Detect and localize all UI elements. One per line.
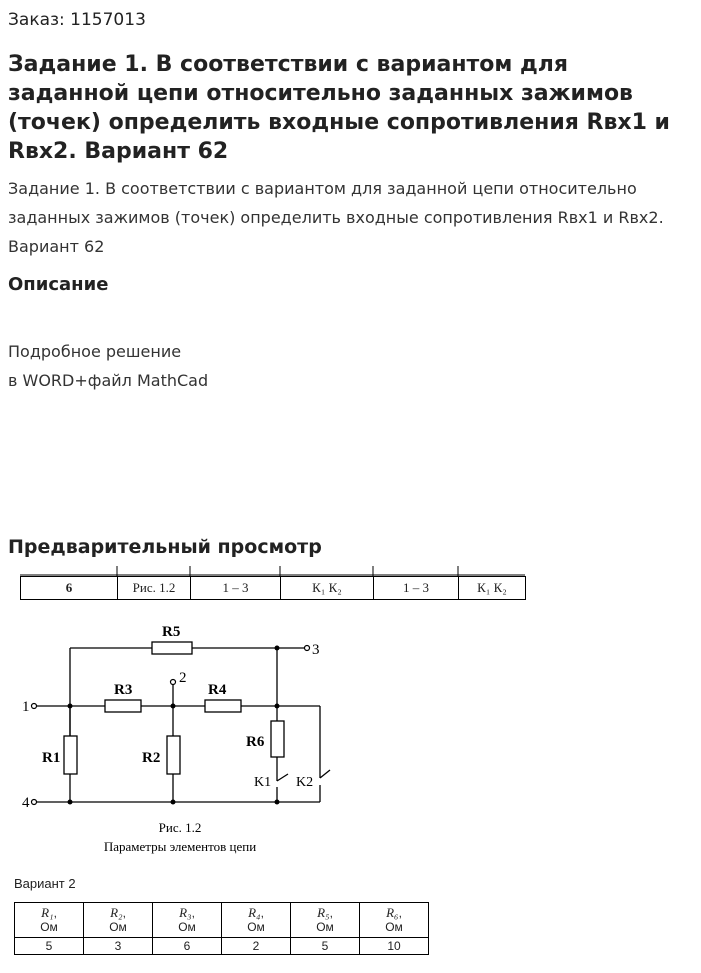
terminal-2 bbox=[171, 680, 176, 685]
figure-subcaption: Параметры элементов цепи bbox=[103, 839, 257, 854]
parameters-table bbox=[14, 902, 429, 955]
resistor-r1 bbox=[64, 736, 77, 774]
resistor-label: R1 bbox=[42, 750, 61, 766]
variant-label: Вариант 2 bbox=[14, 876, 76, 891]
resistor-r4 bbox=[205, 700, 241, 712]
table-cell: 6 bbox=[21, 577, 118, 600]
table-cell: К₁ К₂ bbox=[281, 577, 374, 600]
resistor-r6 bbox=[271, 721, 284, 757]
table-header-cell: R₆, Ом bbox=[360, 903, 429, 938]
table-cell: 5 bbox=[291, 938, 360, 955]
variant-table bbox=[20, 576, 526, 600]
table-header-cell: R₂, Ом bbox=[84, 903, 153, 938]
table-cell: Рис. 1.2 bbox=[118, 577, 191, 600]
terminal-label: 2 bbox=[179, 670, 187, 686]
table-cell: 1 – 3 bbox=[374, 577, 459, 600]
resistor-label: R6 bbox=[246, 734, 265, 750]
table-cell: 10 bbox=[360, 938, 429, 955]
terminal-label: 4 bbox=[22, 795, 30, 811]
table-cell: 3 bbox=[84, 938, 153, 955]
resistor-r2 bbox=[167, 736, 180, 774]
page-title: Задание 1. В соответствии с вариантом для заданной цепи относительно заданных зажимов (точек) определить входные сопротивления Rвх1 и Rвх2. Вариант 62 bbox=[8, 52, 670, 164]
terminal-label: 3 bbox=[312, 642, 320, 658]
switch-label: K2 bbox=[296, 775, 314, 790]
table-header-cell: R₁, Ом bbox=[15, 903, 84, 938]
circuit-diagram bbox=[0, 606, 701, 866]
resistor-label: R2 bbox=[142, 750, 161, 766]
resistor-label: R4 bbox=[208, 682, 227, 698]
terminal-1 bbox=[32, 704, 37, 709]
table-cell: 5 bbox=[15, 938, 84, 955]
resistor-label: R3 bbox=[114, 682, 133, 698]
table-cell: 6 bbox=[153, 938, 222, 955]
clipped-row-edge bbox=[20, 566, 525, 576]
table-row bbox=[15, 938, 429, 955]
table-cell: 1 – 3 bbox=[191, 577, 281, 600]
description-body bbox=[8, 337, 208, 395]
resistor-r3 bbox=[105, 700, 141, 712]
terminal-3 bbox=[305, 646, 310, 651]
table-row bbox=[21, 577, 526, 600]
preview-image bbox=[0, 566, 701, 973]
figure-caption: Рис. 1.2 bbox=[158, 820, 202, 835]
task-text: Задание 1. В соответствии с вариантом для заданной цепи относительно заданных зажимов (точек) определить входные сопротивления Rвх1 и Rвх2. Вариант 62 bbox=[8, 179, 664, 256]
description-heading: Описание bbox=[8, 274, 109, 295]
table-header-cell: R₃, Ом bbox=[153, 903, 222, 938]
switch-label: K1 bbox=[254, 775, 272, 790]
description-line: в WORD+файл MathCad bbox=[8, 371, 209, 390]
terminal-4 bbox=[32, 800, 37, 805]
terminal-label: 1 bbox=[22, 699, 30, 715]
table-header-cell: R₄, Ом bbox=[222, 903, 291, 938]
preview-heading: Предварительный просмотр bbox=[8, 536, 322, 558]
description-line: Подробное решение bbox=[8, 342, 182, 361]
resistor-label: R5 bbox=[162, 624, 181, 640]
table-header-row bbox=[15, 903, 429, 938]
table-header-cell: R₅, Ом bbox=[291, 903, 360, 938]
table-cell: К₁ К₂ bbox=[459, 577, 526, 600]
table-cell: 2 bbox=[222, 938, 291, 955]
order-number: Заказ: 1157013 bbox=[8, 10, 146, 30]
resistor-r5 bbox=[152, 642, 192, 654]
